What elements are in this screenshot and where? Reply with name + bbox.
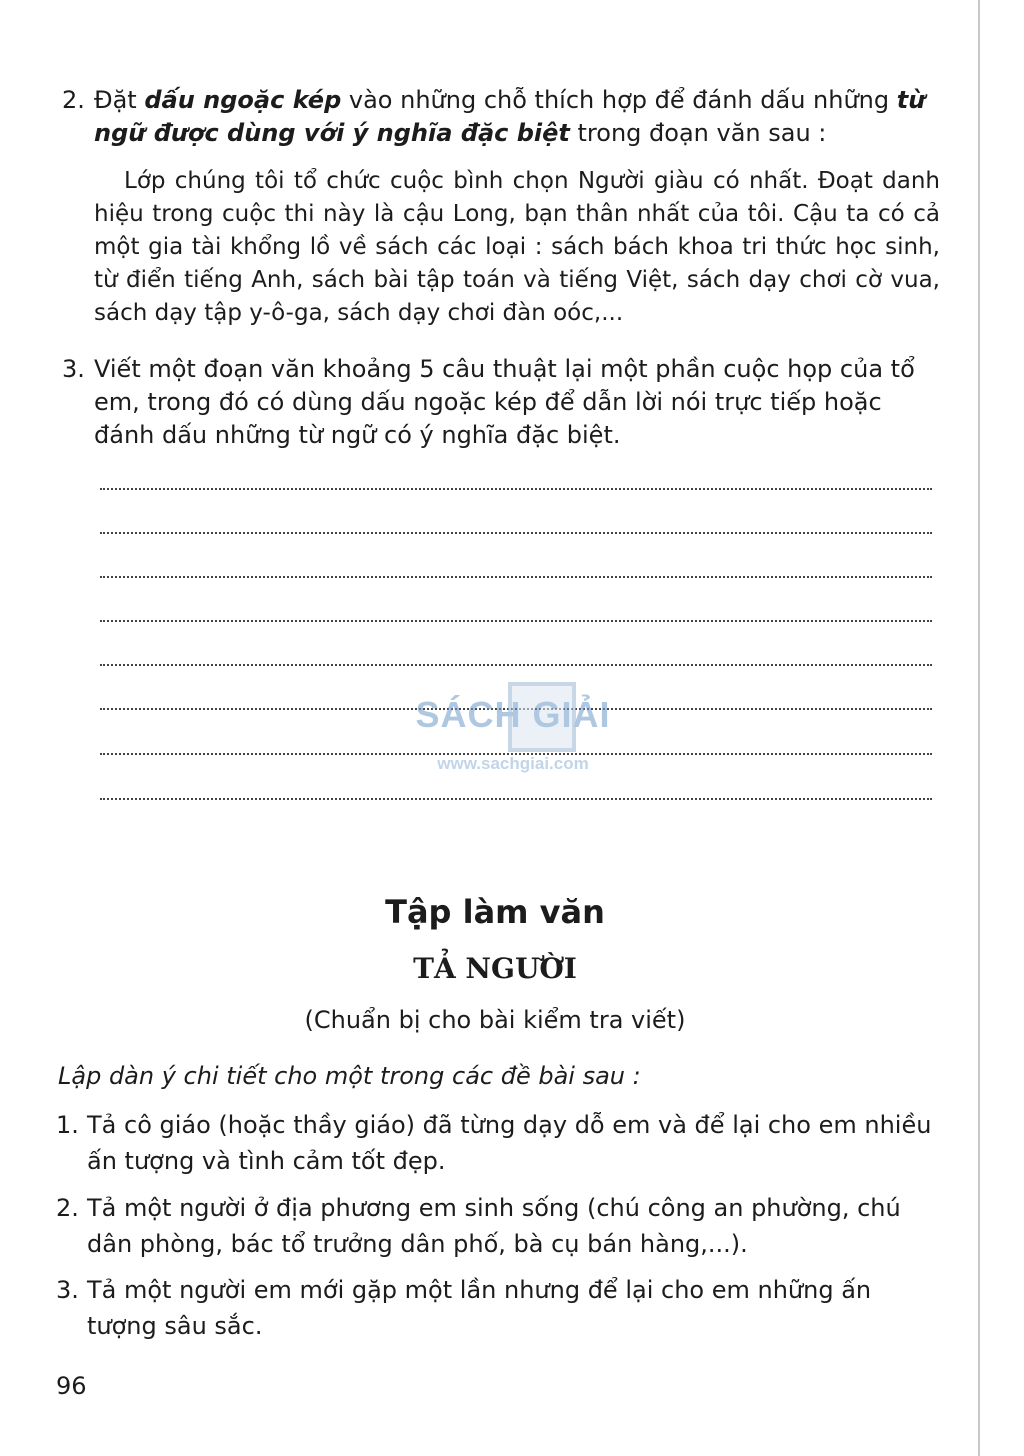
exercise-2-text-c: trong đoạn văn sau : <box>569 119 827 147</box>
topic-item <box>56 1272 936 1344</box>
page-number: 96 <box>56 1372 87 1400</box>
section-subtitle: TẢ NGƯỜI <box>413 952 577 985</box>
watermark-brand: SÁCH GIẢI <box>415 694 611 735</box>
exercise-2-paragraph <box>94 165 940 330</box>
topic-item-text: Tả cô giáo (hoặc thầy giáo) đã từng dạy dỗ em và để lại cho em nhiều ấn tượng và tình cảm tốt đẹp. <box>87 1111 932 1175</box>
exercise-2-text-a: Đặt <box>94 86 145 114</box>
answer-line[interactable] <box>100 620 932 622</box>
topic-item-text: Tả một người em mới gặp một lần nhưng để lại cho em những ấn tượng sâu sắc. <box>87 1276 872 1340</box>
exercise-2 <box>62 84 942 150</box>
topic-item-text: Tả một người ở địa phương em sinh sống (chú công an phường, chú dân phòng, bác tổ trưởng dân phố, bà cụ bán hàng,...). <box>87 1194 901 1258</box>
exercise-3-number: 3. <box>62 355 85 383</box>
answer-line[interactable] <box>100 576 932 578</box>
section-note: (Chuẩn bị cho bài kiểm tra viết) <box>304 1006 686 1034</box>
answer-line[interactable] <box>100 798 932 800</box>
topic-item-number: 3. <box>56 1276 79 1304</box>
answer-line[interactable] <box>100 532 932 534</box>
exercise-2-emphasis-a: dấu ngoặc kép <box>144 86 342 114</box>
watermark-logo <box>408 680 618 780</box>
section-title: Tập làm văn <box>385 893 605 931</box>
section-instruction: Lập dàn ý chi tiết cho một trong các đề bài sau : <box>58 1062 641 1090</box>
topic-item <box>56 1107 936 1179</box>
topic-item <box>56 1190 936 1262</box>
exercise-2-number: 2. <box>62 86 85 114</box>
exercise-2-prompt <box>94 84 942 150</box>
exercise-2-text-b: vào những chỗ thích hợp để đánh dấu những <box>341 86 897 114</box>
exercise-2-emphasis-b: từ ngữ được dùng với ý nghĩa đặc biệt <box>94 86 926 147</box>
answer-line[interactable] <box>100 664 932 666</box>
topic-item-number: 2. <box>56 1194 79 1222</box>
watermark-url: www.sachgiai.com <box>437 754 589 773</box>
exercise-2-paragraph-text: Lớp chúng tôi tổ chức cuộc bình chọn Người giàu có nhất. Đoạt danh hiệu trong cuộc thi này là cậu Long, bạn thân nhất của tôi. Cậu ta có cả một gia tài khổng lồ về sách các loại : sách bách khoa tri thức học sinh, từ điển tiếng Anh, sách bài tập toán và tiếng Việt, sách dạy chơi cờ vua, sách dạy tập y-ô-ga, sách dạy chơi đàn oóc,... <box>94 168 940 326</box>
topic-item-number: 1. <box>56 1111 79 1139</box>
exercise-3 <box>62 353 942 452</box>
exercise-3-prompt: Viết một đoạn văn khoảng 5 câu thuật lại một phần cuộc họp của tổ em, trong đó có dùng dấu ngoặc kép để dẫn lời nói trực tiếp hoặc đánh dấu những từ ngữ có ý nghĩa đặc biệt. <box>94 355 915 449</box>
page-edge-line <box>978 0 980 1456</box>
answer-line[interactable] <box>100 488 932 490</box>
